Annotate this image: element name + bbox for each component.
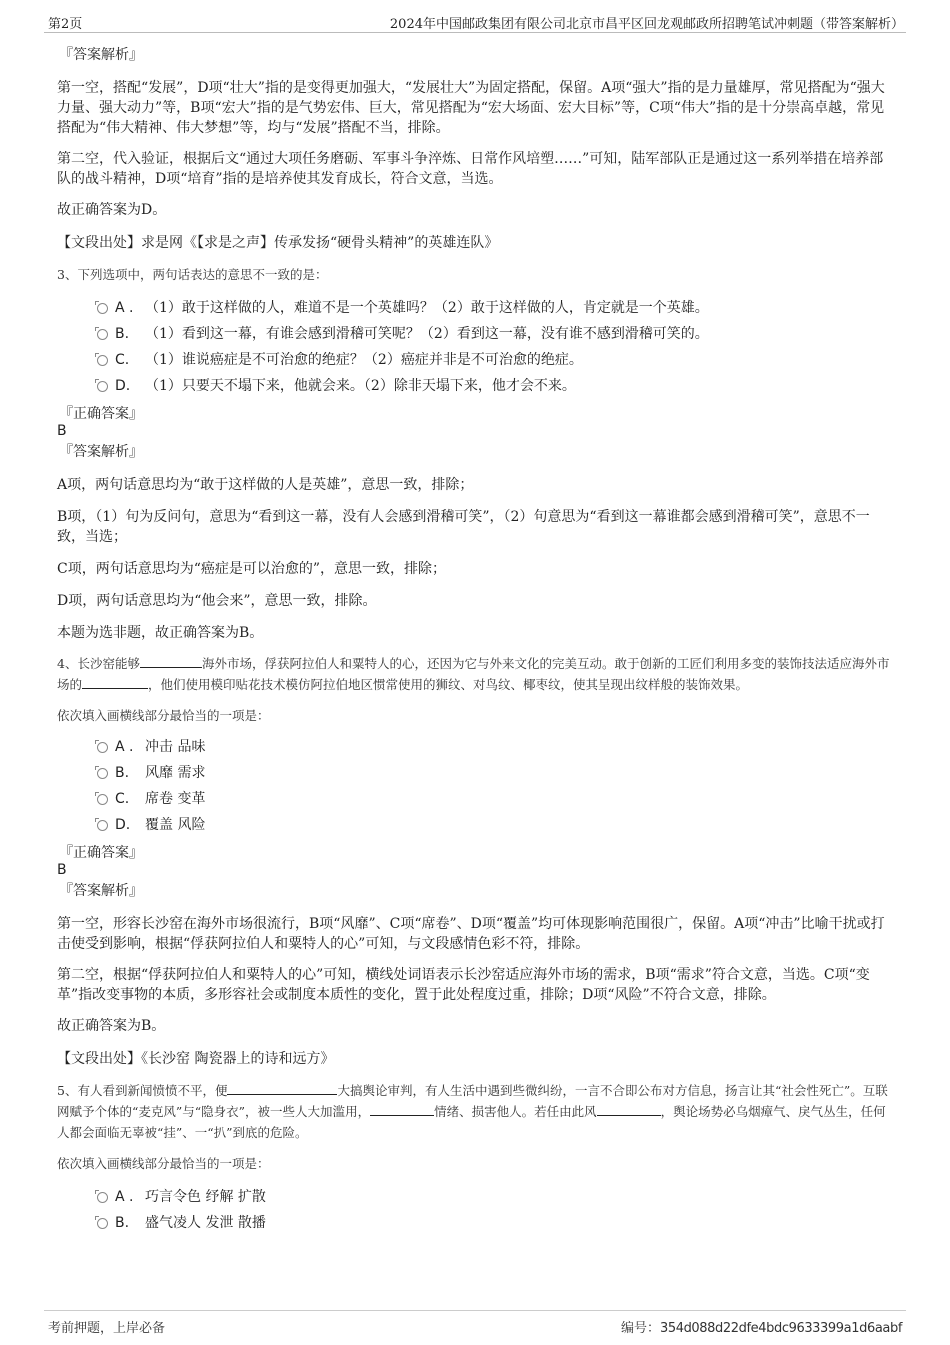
document-id: 编号：354d088d22dfe4bdc9633399a1d6aabf [620,1321,902,1336]
radio-icon[interactable] [97,742,108,753]
q5-option-b[interactable]: B. 盛气凌人 发泄 散播 [57,1210,897,1236]
q4-analysis-p1: 第一空，形容长沙窑在海外市场很流行，B项“风靡”、C项“席卷”、D项“覆盖”均可体现影响范围很广，保留。A项“冲击”比喻干扰或打击使受到影响，根据“俘获阿拉伯人和粟特人的心”可知，与文段感情色彩不符，排除。 [57,916,885,952]
radio-icon[interactable] [97,1218,108,1229]
q4-analysis-label: 『答案解析』 [59,883,143,899]
blank-1 [227,1082,337,1095]
q3-stem: 3、下列选项中，两句话表达的意思不一致的是： [57,267,328,282]
q2-analysis-conclusion: 故正确答案为D。 [57,202,167,218]
q4-option-a[interactable]: A . 冲击 品味 [57,734,897,760]
radio-icon[interactable] [97,355,108,366]
q3-option-d[interactable]: D. （1）只要天不塌下来，他就会来。（2）除非天塌下来，他才会不来。 [57,373,897,399]
q3-analysis-conclusion: 本题为选非题，故正确答案为B。 [57,625,264,641]
q5-instruction: 依次填入画横线部分最恰当的一项是： [57,1156,270,1171]
footer-slogan: 考前押题，上岸必备 [48,1321,166,1336]
radio-icon[interactable] [97,794,108,805]
q3-correct-label: 『正确答案』 [59,406,143,422]
q4-source: 【文段出处】《长沙窑 陶瓷器上的诗和远方》 [57,1051,335,1067]
document-title: 2024年中国邮政集团有限公司北京市昌平区回龙观邮政所招聘笔试冲刺题（带答案解析） [389,17,904,32]
radio-icon[interactable] [97,329,108,340]
radio-icon[interactable] [97,303,108,314]
q4-option-b[interactable]: B. 风靡 需求 [57,760,897,786]
q3-analysis-label: 『答案解析』 [59,444,143,460]
radio-icon[interactable] [97,820,108,831]
blank-2 [82,676,148,689]
q4-option-c[interactable]: C. 席卷 变革 [57,786,897,812]
q4-options [57,734,897,838]
radio-icon[interactable] [97,1192,108,1203]
q5-stem: 5、有人看到新闻愤愤不平，便 大搞舆论审判，有人生活中遇到些微纠纷，一言不合即公布对方信息，扬言让其“社会性死亡”。互联网赋予个体的“麦克风”与“隐身衣”，被一些人大加滥用， 情绪、损害他人。若任由此风 ，舆论场势必乌烟瘴气、戾气丛生，任何人都会面临无辜被“挂”、一“扒”到底的危险。 [57,1083,888,1140]
blank-2 [370,1103,434,1116]
q2-analysis-label: 『答案解析』 [59,47,143,63]
q3-analysis-b: B项，（1）句为反问句，意思为“看到这一幕，没有人会感到滑稽可笑”，（2）句意思为“看到这一幕谁都会感到滑稽可笑”，意思不一致，当选； [57,509,870,545]
q2-analysis-p1: 第一空，搭配“发展”，D项“壮大”指的是变得更加强大，“发展壮大”为固定搭配，保留。A项“强大”指的是力量雄厚，常见搭配为“强大力量、强大动力”等，B项“宏大”指的是气势宏伟、巨大，常见搭配为“宏大场面、宏大目标”等，C项“伟大”指的是十分崇高卓越，常见搭配为“伟大精神、伟大梦想”等，均与“发展”搭配不当，排除。 [57,80,885,136]
radio-icon[interactable] [97,381,108,392]
q2-source: 【文段出处】求是网《【求是之声】传承发扬“硬骨头精神”的英雄连队》 [57,235,499,251]
q3-analysis-d: D项，两句话意思均为“他会来”，意思一致，排除。 [57,593,377,609]
q4-analysis-p2: 第二空，根据“俘获阿拉伯人和粟特人的心”可知，横线处词语表示长沙窑适应海外市场的需求，B项“需求”符合文意，当选。C项“变革”指改变事物的本质，多形容社会或制度本质性的变化，置于此处程度过重，排除；D项“风险”不符合文意，排除。 [57,967,870,1003]
q4-instruction: 依次填入画横线部分最恰当的一项是： [57,708,270,723]
q3-correct-answer: B [57,423,67,439]
blank-1 [140,655,202,668]
q5-option-a[interactable]: A . 巧言令色 纾解 扩散 [57,1184,897,1210]
q3-analysis-a: A项，两句话意思均为“敢于这样做的人是英雄”，意思一致，排除； [57,477,474,493]
q4-analysis-conclusion: 故正确答案为B。 [57,1018,166,1034]
q4-option-d[interactable]: D. 覆盖 风险 [57,812,897,838]
q3-option-c[interactable]: C. （1）谁说癌症是不可治愈的绝症？（2）癌症并非是不可治愈的绝症。 [57,347,897,373]
q5-options [57,1184,897,1236]
page-header [44,10,906,33]
page-number: 第2页 [48,17,83,32]
radio-icon[interactable] [97,768,108,779]
q3-options [57,295,897,399]
q4-stem: 4、长沙窑能够 海外市场，俘获阿拉伯人和粟特人的心，还因为它与外来文化的完美互动。敢于创新的工匠们利用多变的装饰技法适应海外市场的 ，他们使用模印贴花技术模仿阿拉伯地区惯常使用的狮纹、对鸟纹、椰枣纹，使其呈现出纹样般的装饰效果。 [57,656,890,692]
q4-correct-answer: B [57,862,67,878]
q3-option-a[interactable]: A . （1）敢于这样做的人，难道不是一个英雄吗？（2）敢于这样做的人，肯定就是一个英雄。 [57,295,897,321]
blank-3 [597,1103,661,1116]
document-body [57,46,897,1236]
q2-analysis-p2: 第二空，代入验证，根据后文“通过大项任务磨砺、军事斗争淬炼、日常作风培塑……”可知，陆军部队正是通过这一系列举措在培养部队的战斗精神，D项“培育”指的是培养使其发育成长，符合文意，当选。 [57,151,884,187]
q4-correct-label: 『正确答案』 [59,845,143,861]
page-footer [44,1310,906,1337]
q3-option-b[interactable]: B. （1）看到这一幕，有谁会感到滑稽可笑呢？（2）看到这一幕，没有谁不感到滑稽可笑的。 [57,321,897,347]
q3-analysis-c: C项，两句话意思均为“癌症是可以治愈的”，意思一致，排除； [57,561,447,577]
